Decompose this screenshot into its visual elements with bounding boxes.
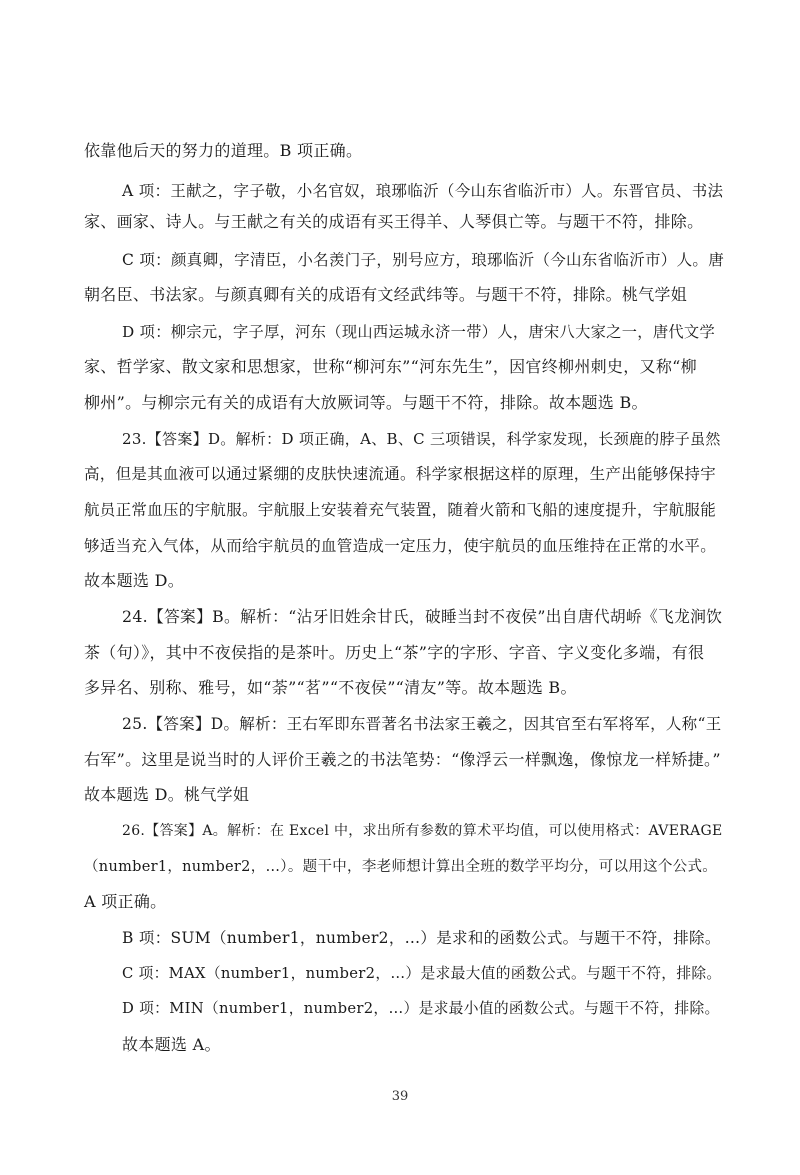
text-line: D 项：MIN（number1，number2，…）是求最小值的函数公式。与题干不符，排除。 [122,1000,720,1017]
text-line: 茶（句）》，其中不夜侯指的是茶叶。历史上“茶”字的字形、字音、字义变化多端，有很 [84,643,705,662]
text-line: C 项：颜真卿，字清臣，小名羡门子，别号应方，琅琊临沂（今山东省临沂市）人。唐 [122,251,724,269]
text-line: 故本题选 A。 [122,1035,221,1054]
text-line: D 项：柳宗元，字子厚，河东（现山西运城永济一带）人，唐宋八大家之一，唐代文学 [122,323,716,341]
text-line: （number1，number2，…）。题干中，李老师想计算出全班的数学平均分，可以用这个公式。 [84,859,718,875]
text-line: B 项：SUM（number1，number2，…）是求和的函数公式。与题干不符，排除。 [122,929,721,947]
text-line: 朝名臣、书法家。与颜真卿有关的成语有文经武纬等。与题干不符，排除。桃气学姐 [84,285,688,304]
text-line: 多异名、别称、雅号，如“荼”“茗”“不夜侯”“清友”等。故本题选 B。 [84,678,577,697]
text-line: 23.【答案】D。解析：D 项正确，A、B、C 三项错误，科学家发现，长颈鹿的脖子虽然 [122,430,721,448]
text-line: 右军”。这里是说当时的人评价王羲之的书法笔势：“像浮云一样飘逸，像惊龙一样矫捷。” [84,750,721,769]
text-line: 高，但是其血液可以通过紧绷的皮肤快速流通。科学家根据这样的原理，生产出能够保持宇 [84,465,717,483]
text-line: 家、画家、诗人。与王献之有关的成语有买王得羊、人琴俱亡等。与题干不符，排除。 [84,212,704,231]
text-line: 依靠他后天的努力的道理。B 项正确。 [84,141,363,160]
text-line: C 项：MAX（number1，number2，…）是求最大值的函数公式。与题干不符，排除。 [122,965,722,982]
text-line: 家、哲学家、散文家和思想家，世称“柳河东”“河东先生”，因官终柳州刺史，又称“柳 [84,357,697,376]
text-line: 25.【答案】D。解析：王右军即东晋著名书法家王羲之，因其官至右军将军，人称“王 [122,715,722,733]
text-line: A 项：王献之，字子敬，小名官奴，琅琊临沂（今山东省临沂市）人。东晋官员、书法 [122,182,724,200]
text-line: 够适当充入气体，从而给宇航员的血管造成一定压力，使宇航员的血压维持在正常的水平。 [84,537,717,555]
text-line: 26.【答案】A。解析：在 Excel 中，求出所有参数的算术平均值，可以使用格式：AVERAGE [122,823,723,839]
text-line: 柳州”。与柳宗元有关的成语有大放厥词等。与题干不符，排除。故本题选 B。 [84,393,648,412]
page-number: 39 [391,1089,409,1104]
text-line: 故本题选 D。 [84,571,185,590]
text-line: A 项正确。 [84,892,167,911]
text-line: 24.【答案】B。解析：“沾牙旧姓余甘氏，破睡当封不夜侯”出自唐代胡峤《飞龙涧饮 [122,607,723,626]
text-line: 航员正常血压的宇航服。宇航服上安装着充气装置，随着火箭和飞船的速度提升，宇航服能 [84,501,717,519]
text-line: 故本题选 D。桃气学姐 [84,785,250,804]
